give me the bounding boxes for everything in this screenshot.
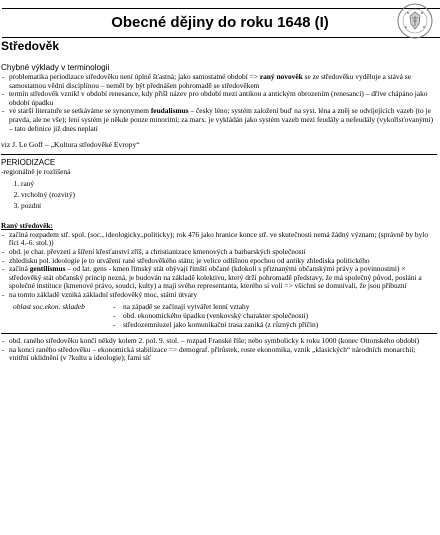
list-item: - na konci raného středověku – ekonomická stabilizace => demograf. přírůstek, roste ekonomika, vznik „klasických“ národních monarchií; vnitřní uklidnění (v ?kultu a ideologie); fami síť: [1, 346, 437, 363]
rany-heading: Raný středověk:: [1, 221, 53, 231]
divider: [1, 154, 437, 155]
periodizace-sub: -regionálně je rozlišená: [1, 166, 71, 176]
page-title: Obecné dějiny do roku 1648 (I): [111, 14, 329, 31]
periodizace-heading: PERIODIZACE: [1, 157, 56, 167]
rany-end-list: [1, 337, 437, 363]
rany-list: [1, 231, 437, 300]
periodizace-list: [1, 180, 437, 210]
list-item: 3. pozdní: [21, 202, 437, 211]
list-item: - zhledisku pol. ideologie je to utváření rané středověkého státu; je velice odlišnou epochou od antiky zhlediska politického: [1, 257, 437, 266]
divider: [1, 333, 437, 334]
list-item: - začíná gentilismus – od lat. gens - kmen římský stát obývají římští občané (kdokoli s přiznanými občanskými právy a povinnostmi) × středověký stát občanský princip nezná, je budován na základě kolektivu, který drží pohromadě představy, že má společný původ, posláni a společné instituce (kmenové právo, soudci, kulty) a mají svého representanta, kterého si volí => všichni se domnívali, že jsou příbuzní: [1, 265, 437, 291]
terminology-list: [1, 73, 437, 133]
list-item: - na tomto základě vzniká základní středověký moc, státní útvary: [1, 291, 437, 300]
list-item: - středozemníuzel jako komunikační trasa zaniká (z různých příčin): [113, 321, 318, 330]
oblast-list: [113, 303, 318, 329]
page-header: [0, 0, 440, 38]
list-item: 1. raný: [21, 180, 437, 189]
list-item: - obd. je char. převzetí a šíření křesťanství zříš, a christianizace kmenových a barbarských společností: [1, 248, 437, 257]
oblast-block: [13, 303, 437, 329]
list-item: - začíná rozpadem stř. spol. (soc., ideologicky.,politicky); rok 476 jako hranice konce stř. ve skutečnosti nemá žádný význam; (správně by bylo říci 4.-6. stol.)): [1, 231, 437, 248]
list-item: 2. vrcholný (rozvitý): [21, 191, 437, 200]
list-item: - na západě se začínají vytvářet lenní vztahy: [113, 303, 318, 312]
university-seal-icon: [396, 2, 434, 40]
section-title: Středověk: [1, 39, 60, 53]
list-item: - problematika periodizace středověku není úplně šťastná; jako samostatné období => raný novověk se ze středověku vyděluje a stává se samostatnou vědní disciplínou – neměl by být přednášen pohromadě se středověkem: [1, 73, 437, 90]
list-item: - termín středověk vznikl v období renesance, kdy přišl název pro období mezi antikou a antickým obrozením (renesancí) – dříve chápáno jako období úpadku: [1, 90, 437, 107]
oblast-label: oblast soc.ekon. skladeb: [13, 302, 85, 312]
list-item: - obd. ekonomického úpadku (venkovský charakter společnosti): [113, 312, 318, 321]
document-body: [1, 63, 437, 363]
terminology-heading: Chybné výklady v terminologii: [1, 63, 110, 72]
list-item: - ve starší literatuře se setkáváme se synonymem feudalismus – česky léno; systém založení buď na syst. léna a zněj se odvíjejících vazeb (to je pravda, ale ne vše); lení systém je někde pouze minoritní; za marx. je vykládán jako systém vazeb mezi feudály a nefeudály (vykořisťovanými) – tato definice již dnes neplatí: [1, 107, 437, 133]
reference-line: viz J. Le Goff – „Kultura středověké Evropy“: [1, 140, 140, 150]
list-item: - obd. raného středověku končí někdy kolem 2. pol. 9. stol. – rozpad Franské říše; nebo symbolicky k roku 1000 (konec Ottonského období): [1, 337, 437, 346]
